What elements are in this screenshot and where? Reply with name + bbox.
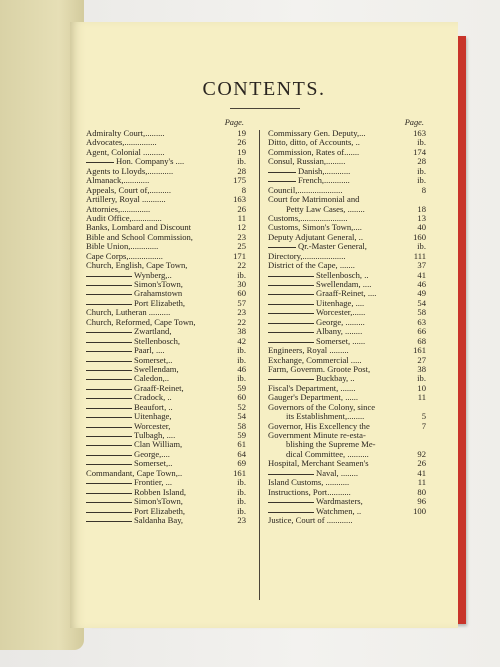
toc-entry <box>86 478 246 487</box>
toc-entry-page: 7 <box>421 420 426 431</box>
toc-entry <box>268 497 426 506</box>
toc-entry <box>86 450 246 459</box>
toc-entry-page: 52 <box>237 401 246 412</box>
toc-entry-label: Justice, Court of ............ <box>268 515 353 525</box>
toc-entry-page: ib. <box>237 496 246 507</box>
toc-entry-page: 161 <box>233 467 246 478</box>
column-divider <box>259 130 260 600</box>
toc-entry-page: 26 <box>417 458 426 469</box>
toc-entry-label: George,.... <box>134 449 170 459</box>
toc-entry-page: 46 <box>417 279 426 289</box>
toc-entry <box>86 356 246 365</box>
toc-entry-label: Uitenhage, <box>134 412 172 422</box>
toc-entry-label: Danish,............ <box>298 166 351 176</box>
toc-entry-label: Caledon,.. <box>134 374 170 384</box>
toc-entry-label: Frontier, ... <box>134 478 173 488</box>
toc-entry-page: 59 <box>237 382 246 393</box>
toc-entry-page: 19 <box>237 128 246 138</box>
toc-entry <box>268 393 426 402</box>
toc-entry-page: 174 <box>413 146 426 157</box>
toc-entry <box>86 403 246 412</box>
toc-entry <box>268 242 426 251</box>
toc-entry-label: Engineers, Royal ......... <box>268 346 349 356</box>
toc-entry-page: ib. <box>237 354 246 365</box>
toc-entry <box>86 308 246 317</box>
toc-entry-label: Banks, Lombard and Discount <box>86 223 192 233</box>
toc-entry-page: ib. <box>237 345 246 356</box>
toc-entry-label: Graaff-Reinet, <box>134 383 184 393</box>
toc-entry-page: 25 <box>237 241 246 252</box>
toc-entry-page: 96 <box>417 496 426 507</box>
toc-entry-label: Appeals, Court of,.......... <box>86 185 171 195</box>
toc-entry-page: ib. <box>237 156 246 167</box>
toc-entry <box>268 261 426 270</box>
toc-entry-page: 5 <box>421 411 426 422</box>
toc-entry <box>86 346 246 355</box>
toc-entry <box>86 365 246 374</box>
toc-entry <box>86 440 246 449</box>
toc-entry <box>268 327 426 336</box>
toc-entry-page: ib. <box>237 477 246 488</box>
toc-entry-label: Somerset, ...... <box>316 336 366 346</box>
toc-entry <box>268 205 426 214</box>
toc-entry <box>86 412 246 421</box>
toc-entry-page: 42 <box>237 335 246 346</box>
toc-entry-page: 8 <box>421 184 426 195</box>
toc-entry-label: Somerset,.. <box>134 459 173 469</box>
toc-entry <box>86 280 246 289</box>
toc-entry <box>86 422 246 431</box>
left-entry-list <box>86 129 246 525</box>
toc-entry-label: Buckbay, .. <box>316 374 355 384</box>
toc-entry-label: Stellenbosch, .. <box>316 270 369 280</box>
toc-entry <box>86 242 246 251</box>
toc-entry-page: 49 <box>417 288 426 299</box>
toc-entry-page: 68 <box>417 335 426 346</box>
toc-entry-label: Admiralty Court,......... <box>86 129 165 138</box>
toc-entry-label: Island Customs, ........... <box>268 478 350 488</box>
toc-entry-page: 58 <box>237 420 246 431</box>
toc-entry-label: Advocates,............... <box>86 138 157 148</box>
toc-entry-page: 46 <box>237 363 246 374</box>
toc-entry-label: Church, English, Cape Town, <box>86 261 188 271</box>
toc-entry <box>86 459 246 468</box>
toc-entry <box>268 148 426 157</box>
toc-entry-page: 54 <box>237 411 246 422</box>
toc-entry-label: Consul, Russian,......... <box>268 157 346 167</box>
toc-entry <box>268 176 426 185</box>
toc-entry <box>268 488 426 497</box>
toc-entry-label: Clan William, <box>134 440 183 450</box>
toc-entry-page: 38 <box>237 326 246 337</box>
toc-entry-label: Beaufort, .. <box>134 402 173 412</box>
toc-entry <box>268 289 426 298</box>
toc-entry-page: 163 <box>413 128 426 138</box>
toc-entry <box>268 186 426 195</box>
toc-entry-page: 26 <box>237 137 246 148</box>
toc-entry-page: 171 <box>233 250 246 261</box>
toc-entry <box>268 384 426 393</box>
toc-entry <box>86 186 246 195</box>
toc-entry-page: 69 <box>237 458 246 469</box>
toc-entry-label: Governor, His Excellency the <box>268 421 370 431</box>
toc-entry-label: Somerset,.. <box>134 355 173 365</box>
toc-entry-label: Attornies,.............. <box>86 204 151 214</box>
toc-entry-page: 61 <box>237 439 246 450</box>
toc-entry <box>268 308 426 317</box>
toc-entry-label: Hon. Company's .... <box>116 157 185 167</box>
toc-entry-label: Instructions, Port........... <box>268 487 351 497</box>
toc-entry-page: ib. <box>417 241 426 252</box>
right-column <box>268 118 426 525</box>
toc-entry-page: 163 <box>233 194 246 205</box>
toc-entry-label: Port Elizabeth, <box>134 298 186 308</box>
toc-entry-page: 60 <box>237 392 246 403</box>
toc-entry-label: dical Committee, .......... <box>286 449 369 459</box>
toc-entry <box>86 271 246 280</box>
toc-entry <box>86 488 246 497</box>
toc-entry <box>268 318 426 327</box>
toc-entry <box>268 412 426 421</box>
toc-entry-label: Customs,...................... <box>268 213 348 223</box>
toc-entry <box>268 223 426 232</box>
toc-entry <box>86 205 246 214</box>
toc-entry <box>86 176 246 185</box>
toc-entry-label: Simon'sTown, <box>134 497 183 507</box>
toc-entry-label: Watchmen, .. <box>316 506 362 516</box>
left-column <box>86 118 246 525</box>
toc-entry-label: Paarl, .... <box>134 346 165 356</box>
toc-entry-label: Worcester,...... <box>316 308 366 318</box>
toc-entry-label: blishing the Supreme Me- <box>286 440 376 450</box>
toc-entry-page: 26 <box>237 203 246 214</box>
toc-entry-page: 27 <box>417 354 426 365</box>
toc-entry-label: Deputy Adjutant General, .. <box>268 232 363 242</box>
toc-entry-label: Commissary Gen. Deputy,... <box>268 129 366 138</box>
toc-entry-label: Hospital, Merchant Seamen's <box>268 459 369 469</box>
toc-entry-label: Bible and School Commission, <box>86 232 193 242</box>
toc-entry-page: 19 <box>237 146 246 157</box>
toc-entry-label: Tulbagh, .... <box>134 431 176 440</box>
toc-entry-label: Cape Corps,................ <box>86 251 163 261</box>
toc-entry-page: 8 <box>241 184 246 195</box>
toc-entry <box>86 129 246 138</box>
toc-entry-page: 111 <box>413 250 426 261</box>
right-page-header: Page. <box>404 118 424 127</box>
toc-entry-label: Artillery, Royal ........... <box>86 195 166 205</box>
toc-entry-page: 11 <box>417 392 426 403</box>
toc-entry-label: Stellenbosch, <box>134 336 181 346</box>
toc-entry-label: French,............ <box>298 176 350 186</box>
toc-entry-label: Agent, Colonial .......... <box>86 147 165 157</box>
toc-entry <box>268 138 426 147</box>
toc-entry-page: 38 <box>417 363 426 374</box>
toc-entry-page: ib. <box>417 175 426 186</box>
toc-entry <box>268 271 426 280</box>
toc-entry <box>86 431 246 440</box>
toc-entry-label: Farm, Governm. Groote Post, <box>268 364 371 374</box>
toc-entry <box>86 138 246 147</box>
toc-entry <box>86 214 246 223</box>
toc-entry-label: Swellendam, <box>134 364 179 374</box>
toc-entry-page: 161 <box>413 345 426 356</box>
toc-entry-page: 160 <box>413 231 426 242</box>
toc-entry-page: 100 <box>413 505 426 516</box>
toc-entry <box>268 459 426 468</box>
toc-entry <box>86 148 246 157</box>
toc-entry <box>268 157 426 166</box>
toc-entry <box>86 374 246 383</box>
toc-entry-label: Qr.-Master General, <box>298 242 367 252</box>
toc-entry-label: Petty Law Cases, ........ <box>286 204 365 214</box>
toc-entry-label: Council,..................... <box>268 185 343 195</box>
toc-entry-label: Swellendam, .... <box>316 280 372 289</box>
toc-entry-page: 10 <box>417 382 426 393</box>
title-rule <box>230 108 300 109</box>
toc-entry <box>268 346 426 355</box>
toc-entry-page: 63 <box>417 316 426 327</box>
toc-entry-page: 22 <box>237 316 246 327</box>
toc-entry <box>86 469 246 478</box>
toc-entry-label: Naval, ........ <box>316 468 359 478</box>
toc-entry-page: 30 <box>237 279 246 289</box>
toc-entry-page: 66 <box>417 326 426 337</box>
toc-entry <box>86 327 246 336</box>
toc-entry-label: Audit Office,.............. <box>86 213 162 223</box>
toc-entry <box>268 167 426 176</box>
toc-entry-label: Albany, ........ <box>316 327 363 337</box>
toc-entry-label: Exchange, Commercial ..... <box>268 355 362 365</box>
toc-entry <box>86 318 246 327</box>
toc-entry <box>86 507 246 516</box>
toc-entry-page: 11 <box>417 477 426 488</box>
toc-entry-label: George, ......... <box>316 317 365 327</box>
toc-entry-page: 22 <box>237 260 246 271</box>
toc-entry-page: 28 <box>417 156 426 167</box>
toc-entry <box>268 195 426 204</box>
toc-entry-page: 23 <box>237 514 246 525</box>
toc-entry <box>268 337 426 346</box>
toc-entry-label: Port Elizabeth, <box>134 506 186 516</box>
toc-entry-page: 80 <box>417 486 426 497</box>
toc-entry-page: ib. <box>417 165 426 176</box>
toc-entry <box>268 365 426 374</box>
right-entry-list <box>268 129 426 525</box>
toc-entry <box>86 233 246 242</box>
toc-entry <box>86 384 246 393</box>
toc-entry-label: Worcester, <box>134 421 171 431</box>
toc-entry-page: 58 <box>417 307 426 318</box>
toc-entry-label: Ditto, ditto, of Accounts, .. <box>268 138 360 148</box>
toc-entry-label: Commission, Rates of....... <box>268 147 360 157</box>
toc-entry <box>268 431 426 440</box>
toc-entry-page: 92 <box>417 448 426 459</box>
toc-entry <box>268 422 426 431</box>
toc-entry-label: Directory,.................... <box>268 251 346 261</box>
toc-entry-label: Uitenhage, .... <box>316 298 365 308</box>
toc-entry-page: 23 <box>237 231 246 242</box>
toc-entry-label: Church, Reformed, Cape Town, <box>86 317 196 327</box>
toc-entry-page: 59 <box>237 430 246 440</box>
left-page-header: Page. <box>224 118 244 127</box>
toc-entry-page: 60 <box>237 288 246 299</box>
toc-entry-page: 54 <box>417 297 426 308</box>
toc-entry <box>86 337 246 346</box>
toc-entry-page: 11 <box>237 212 246 223</box>
toc-entry <box>86 289 246 298</box>
toc-entry <box>86 497 246 506</box>
toc-entry <box>86 299 246 308</box>
toc-entry <box>268 403 426 412</box>
toc-entry-page: 18 <box>417 203 426 214</box>
toc-entry-page: 64 <box>237 448 246 459</box>
toc-entry <box>268 507 426 516</box>
toc-entry-label: Fiscal's Department, ....... <box>268 383 356 393</box>
toc-entry <box>268 450 426 459</box>
toc-entry <box>86 157 246 166</box>
toc-entry <box>86 252 246 261</box>
toc-entry-label: Zwartland, <box>134 327 172 337</box>
toc-entry-page: ib. <box>237 269 246 280</box>
toc-entry-page: ib. <box>417 137 426 148</box>
toc-entry <box>268 356 426 365</box>
toc-entry-label: Almanack,............ <box>86 176 150 186</box>
toc-entry-page: 57 <box>237 297 246 308</box>
toc-entry <box>268 252 426 261</box>
toc-entry-label: Church, Lutheran .......... <box>86 308 171 318</box>
toc-entry-label: Governors of the Colony, since <box>268 402 376 412</box>
toc-entry <box>268 214 426 223</box>
toc-entry-page: 37 <box>417 260 426 271</box>
toc-entry <box>268 478 426 487</box>
toc-entry <box>86 516 246 525</box>
toc-entry-label: Customs, Simon's Town,.... <box>268 223 362 233</box>
toc-entry-label: District of the Cape, ....... <box>268 261 355 271</box>
toc-entry-page: 12 <box>237 222 246 233</box>
toc-entry-label: Wardmasters, <box>316 497 363 507</box>
toc-entry <box>268 374 426 383</box>
toc-entry-page: ib. <box>237 505 246 516</box>
toc-entry-label: Cradock, .. <box>134 393 172 403</box>
toc-entry <box>86 195 246 204</box>
toc-entry-label: Agents to Lloyds,............ <box>86 166 174 176</box>
toc-entry-label: Court for Matrimonial and <box>268 195 360 205</box>
toc-entry-label: Saldanha Bay, <box>134 515 184 525</box>
toc-entry-page: 41 <box>417 467 426 478</box>
page-title: CONTENTS. <box>202 78 326 100</box>
toc-entry-label: Wynberg,.. <box>134 270 172 280</box>
toc-entry-label: Bible Union,............. <box>86 242 159 252</box>
toc-entry-label: Simon'sTown, <box>134 280 183 289</box>
toc-entry <box>268 233 426 242</box>
toc-entry <box>268 516 426 525</box>
toc-entry-page: ib. <box>417 373 426 384</box>
toc-entry-page: ib. <box>237 486 246 497</box>
toc-entry <box>268 299 426 308</box>
toc-entry <box>268 280 426 289</box>
toc-entry-label: Commandant, Cape Town,.. <box>86 468 183 478</box>
toc-entry-label: Graaff-Reinet, .... <box>316 289 377 299</box>
toc-entry-page: 23 <box>237 307 246 318</box>
toc-entry-page: ib. <box>237 373 246 384</box>
toc-entry <box>86 261 246 270</box>
toc-entry-page: 41 <box>417 269 426 280</box>
toc-entry-page: 40 <box>417 222 426 233</box>
toc-entry <box>86 167 246 176</box>
toc-entry-page: 28 <box>237 165 246 176</box>
toc-entry <box>86 393 246 402</box>
toc-entry-page: 13 <box>417 212 426 223</box>
contents-page <box>70 22 458 628</box>
toc-entry <box>268 129 426 138</box>
toc-entry <box>268 469 426 478</box>
toc-entry-label: Gauger's Department, ...... <box>268 393 359 403</box>
toc-entry-label: its Establishment,........ <box>286 412 365 422</box>
toc-entry-page: 175 <box>233 175 246 186</box>
toc-entry-label: Grahamstown <box>134 289 183 299</box>
toc-entry-label: Robben Island, <box>134 487 187 497</box>
toc-entry-label: Government Minute re-esta- <box>268 431 366 440</box>
toc-entry <box>86 223 246 232</box>
toc-entry <box>268 440 426 449</box>
